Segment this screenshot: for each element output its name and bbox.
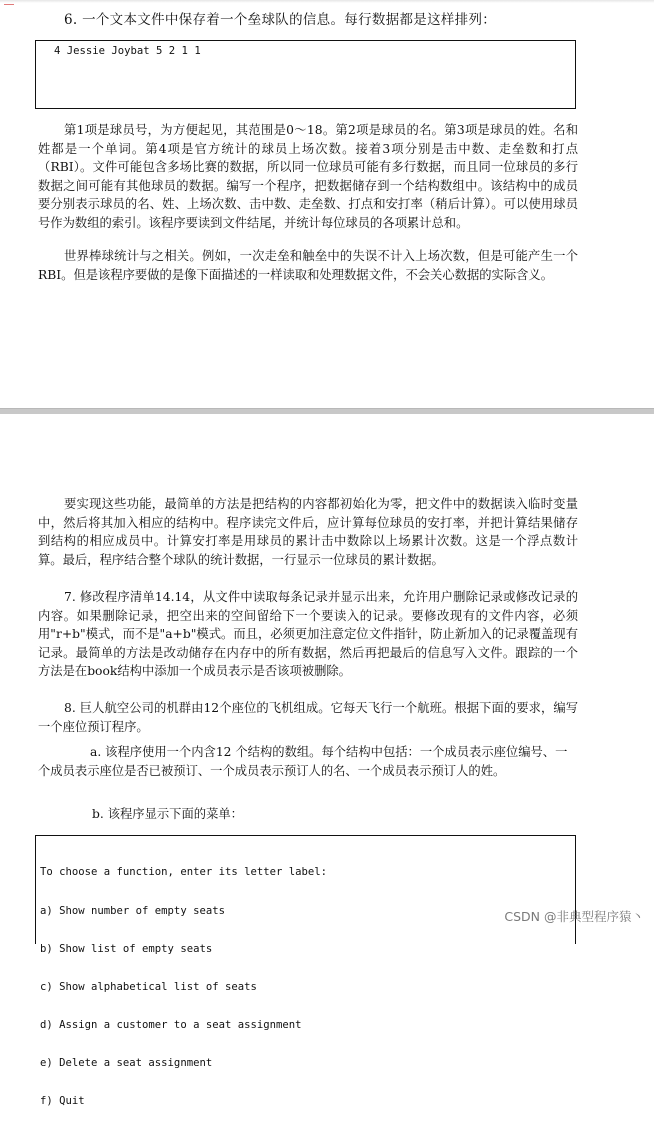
menu-line: a) Show number of empty seats: [40, 904, 225, 917]
question-8-text: 8. 巨人航空公司的机群由12个座位的飞机组成。它每天飞行一个航班。根据下面的要求，编写一个座位预订程序。: [38, 701, 578, 734]
question-8-item-b: b. 该程序显示下面的菜单：: [92, 807, 243, 821]
menu-line: To choose a function, enter its letter label:: [40, 866, 328, 879]
menu-line: b) Show list of empty seats: [40, 942, 213, 955]
menu-code-box: [35, 835, 576, 1108]
question-6-paragraph-3: 要实现这些功能，最简单的方法是把结构的内容都初始化为零，把文件中的数据读入临时变量中，然后将其加入相应的结构中。程序读完文件后，应计算每位球员的安打率，并把计算结果储存到结构的相应成员中。计算安打率是用球员的累计击中数除以上场累计次数。这是一个浮点数计算。最后，程序结合整个球队的统计数据，一行显示一位球员的累计数据。: [38, 497, 578, 567]
menu-line: d) Assign a customer to a seat assignment: [40, 1018, 302, 1031]
menu-line: f) Quit: [40, 1095, 85, 1108]
question-6-paragraph-1: 第1项是球员号，为方便起见，其范围是0～18。第2项是球员的名。第3项是球员的姓。名和姓都是一个单词。第4项是官方统计的球员上场次数。接着3项分别是击中数、走垒数和打点（RBI）。文件可能包含多场比赛的数据，所以同一位球员可能有多行数据，而且同一位球员的多行数据之间可能有其他球员的数据。编写一个程序，把数据储存到一个结构数组中。该结构中的成员要分别表示球员的名、姓、上场次数、击中数、走垒数、打点和安打率（稍后计算）。可以使用球员号作为数组的索引。该程序要读到文件结尾，并统计每位球员的各项累计总和。: [38, 123, 578, 230]
menu-line: e) Delete a seat assignment: [40, 1056, 213, 1069]
menu-line: c) Show alphabetical list of seats: [40, 980, 257, 993]
sample-data-line: 4 Jessie Joybat 5 2 1 1: [54, 45, 201, 57]
question-8-item-a: a. 该程序使用一个内含12 个结构的数组。每个结构中包括：一个成员表示座位编号、一个成员表示座位是否已被预订、一个成员表示预订人的名、一个成员表示预订人的姓。: [38, 745, 568, 778]
csdn-watermark: CSDN @非典型程序猿丶: [504, 909, 644, 924]
question-6-heading: 6. 一个文本文件中保存着一个垒球队的信息。每行数据都是这样排列：: [64, 12, 497, 28]
page-top-edge: [0, 0, 654, 3]
corner-mark: [4, 0, 14, 5]
menu-listing: [40, 841, 327, 1133]
question-6-paragraph-2: 世界棒球统计与之相关。例如，一次走垒和触垒中的失误不计入上场次数，但是可能产生一个RBI。但是该程序要做的是像下面描述的一样读取和处理数据文件，不会关心数据的实际含义。: [38, 249, 578, 282]
question-7-text: 7. 修改程序清单14.14，从文件中读取每条记录并显示出来，允许用户删除记录或修改记录的内容。如果删除记录，把空出来的空间留给下一个要读入的记录。要修改现有的文件内容，必须用"r+b"模式，而不是"a+b"模式。而且，必须更加注意定位文件指针，防止新加入的记录覆盖现有记录。最简单的方法是改动储存在内存中的所有数据，然后再把最后的信息写入文件。跟踪的一个方法是在book结构中添加一个成员表示是否该项被删除。: [38, 590, 578, 678]
sample-data-box: [35, 40, 576, 109]
document-page-1: [0, 0, 654, 408]
